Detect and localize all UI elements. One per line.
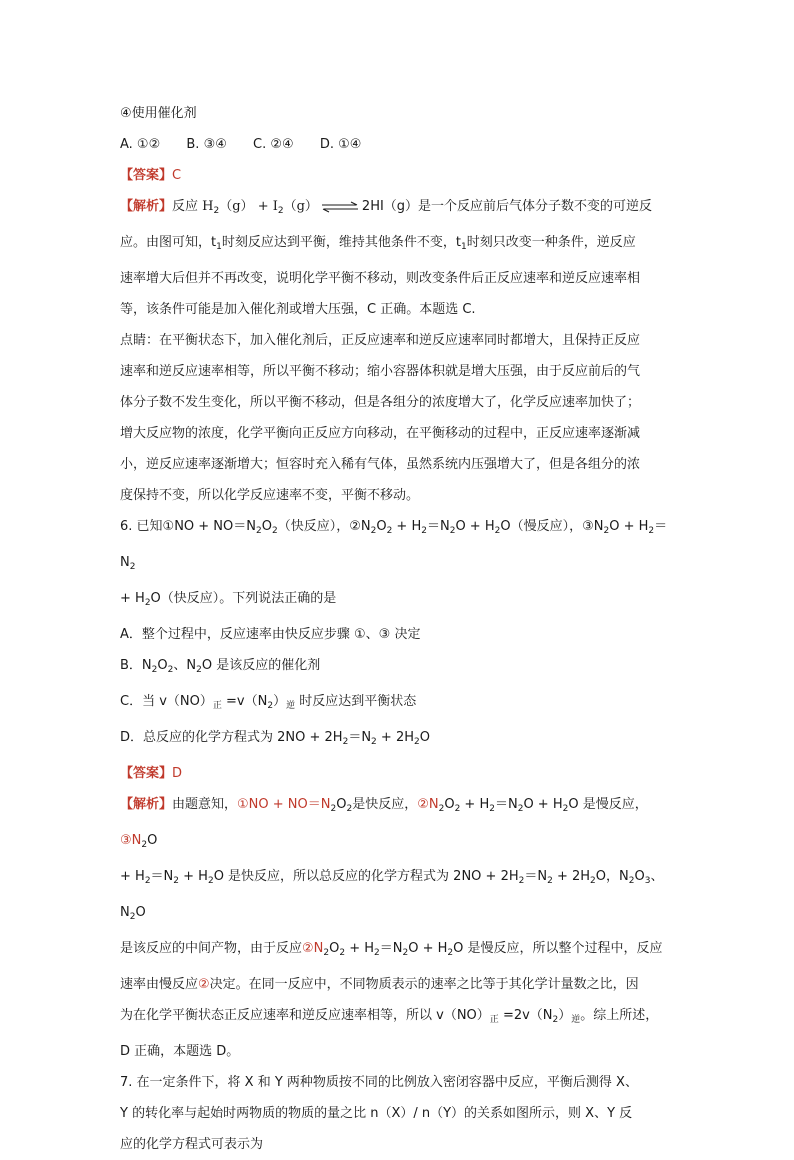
q6-option-c: C．当 $v(NO)_正 =v(N_2)_逆$ 时反应达到平衡状态 xyxy=(120,694,417,711)
answer-tag: 【答案】 xyxy=(120,766,173,781)
q6-option-a: A．整个过程中，反应速率由快反应步骤 ①、③ 决定 xyxy=(120,627,421,642)
document-page xyxy=(120,98,680,1160)
q5-choice-a: A. ①② xyxy=(120,137,161,152)
q5-option-4: ④使用催化剂 xyxy=(120,106,197,121)
q5-analysis-line-3: 速率增大后但并不再改变，说明化学平衡不移动，则改变条件后正反应速率和逆反应速率相 xyxy=(120,271,641,286)
q5-tip-line-3: 体分子数不发生变化，所以平衡不移动，但是各组分的浓度增大了，化学反应速率加快了； xyxy=(120,395,641,410)
q7-stem-line-2: Y 的转化率与起始时两物质的物质的量之比 n（X）/ n（Y）的关系如图所示，则 X、Y 反 xyxy=(120,1106,633,1121)
q5-tip-line-2: 速率和逆反应速率相等，所以平衡不移动；缩小容器体积就是增大压强，由于反应前后的气 xyxy=(120,364,641,379)
q5-tip-line-6: 度保持不变，所以化学反应速率不变，平衡不移动。 xyxy=(120,488,420,503)
q5-tip-line-5: 小，逆反应速率逐渐增大；恒容时充入稀有气体，虽然系统内压强增大了，但是各组分的浓 xyxy=(120,457,641,472)
analysis-tag: 【解析】 xyxy=(120,797,173,812)
q6-analysis-line-3: 是该反应的中间产物，由于反应$②N_2O_2 + H_2=N_2O + H_2O$ 是慢反应，所以整个过程中，反应 xyxy=(120,941,663,958)
q7-stem-line-3: 应的化学方程式可表示为 xyxy=(120,1137,264,1152)
q5-analysis-line-1: 【解析】反应 $H_2(g) + I_2(g)$ 2HI（g）是一个反应前后气体分子数不变的可逆反 xyxy=(120,199,653,216)
q5-choice-d: D. ①④ xyxy=(319,137,362,152)
q5-analysis-line-4: 等，该条件可能是加入催化剂或增大压强，C 正确。本题选 C. xyxy=(120,302,476,317)
q6-analysis-line-1: 【解析】由题意知，①NO + $NO=N_2O_2$是快反应，$②N_2O_2 + H_2=N_2O + H_2O$ 是慢反应，$③N_2O$ xyxy=(120,797,648,850)
q6-stem-line-1: 6. 已知①NO + $NO=N_2O_2$（快反应），$②N_2O_2 + H_2=N_2O + H_2O$（慢反应），$③N_2O + H_2=N_2$ xyxy=(120,519,668,572)
q6-analysis-line-6: D 正确，本题选 D。 xyxy=(120,1044,240,1059)
analysis-tag: 【解析】 xyxy=(120,199,173,214)
q5-tip-line-4: 增大反应物的浓度，化学平衡向正反应方向移动，在平衡移动的过程中，正反应速率逐渐减 xyxy=(120,426,641,441)
q6-option-d: D．总反应的化学方程式为 $2NO + 2H_2=N_2 + 2H_2O$ xyxy=(120,730,430,747)
answer-value: D xyxy=(172,766,183,781)
q6-stem-line-2: + $H_2O$（快反应）。下列说法正确的是 xyxy=(120,591,337,608)
answer-value: C xyxy=(172,168,182,183)
q5-tip-line-1: 点睛：在平衡状态下，加入催化剂后，正反应速率和逆反应速率同时都增大，且保持正反应 xyxy=(120,333,641,348)
q6-analysis-line-4: 速率由慢反应②决定。在同一反应中，不同物质表示的速率之比等于其化学计量数之比，因 xyxy=(120,977,639,992)
answer-tag: 【答案】 xyxy=(120,168,173,183)
q5-choice-b: B. ③④ xyxy=(186,137,227,152)
q5-choice-c: C. ②④ xyxy=(253,137,294,152)
q6-answer xyxy=(120,758,680,789)
q6-option-b: B．$N_2O_2$、$N_2O$ 是该反应的催化剂 xyxy=(120,658,321,675)
q6-analysis-line-2: + $H_2=N_2 + H_2O$ 是快反应，所以总反应的化学方程式为 $2NO + 2H_2=N_2 + 2H_2O$，$N_2O_3$、$N_2O$ xyxy=(120,869,664,922)
q5-choices xyxy=(120,129,680,160)
equilibrium-arrow-icon xyxy=(321,201,359,213)
q7-stem-line-1: 7. 在一定条件下，将 X 和 Y 两种物质按不同的比例放入密闭容器中反应，平衡后测得 X、 xyxy=(120,1075,638,1090)
q5-analysis-line-2: 应。由图可知，$t_1$时刻反应达到平衡，维持其他条件不变，$t_1$时刻只改变一种条件，逆反应 xyxy=(120,235,636,252)
q5-answer xyxy=(120,160,680,191)
q6-analysis-line-5: 为在化学平衡状态正反应速率和逆反应速率相等，所以 $v(NO)_正 =2v(N_2)_逆$。综上所述， xyxy=(120,1008,659,1025)
